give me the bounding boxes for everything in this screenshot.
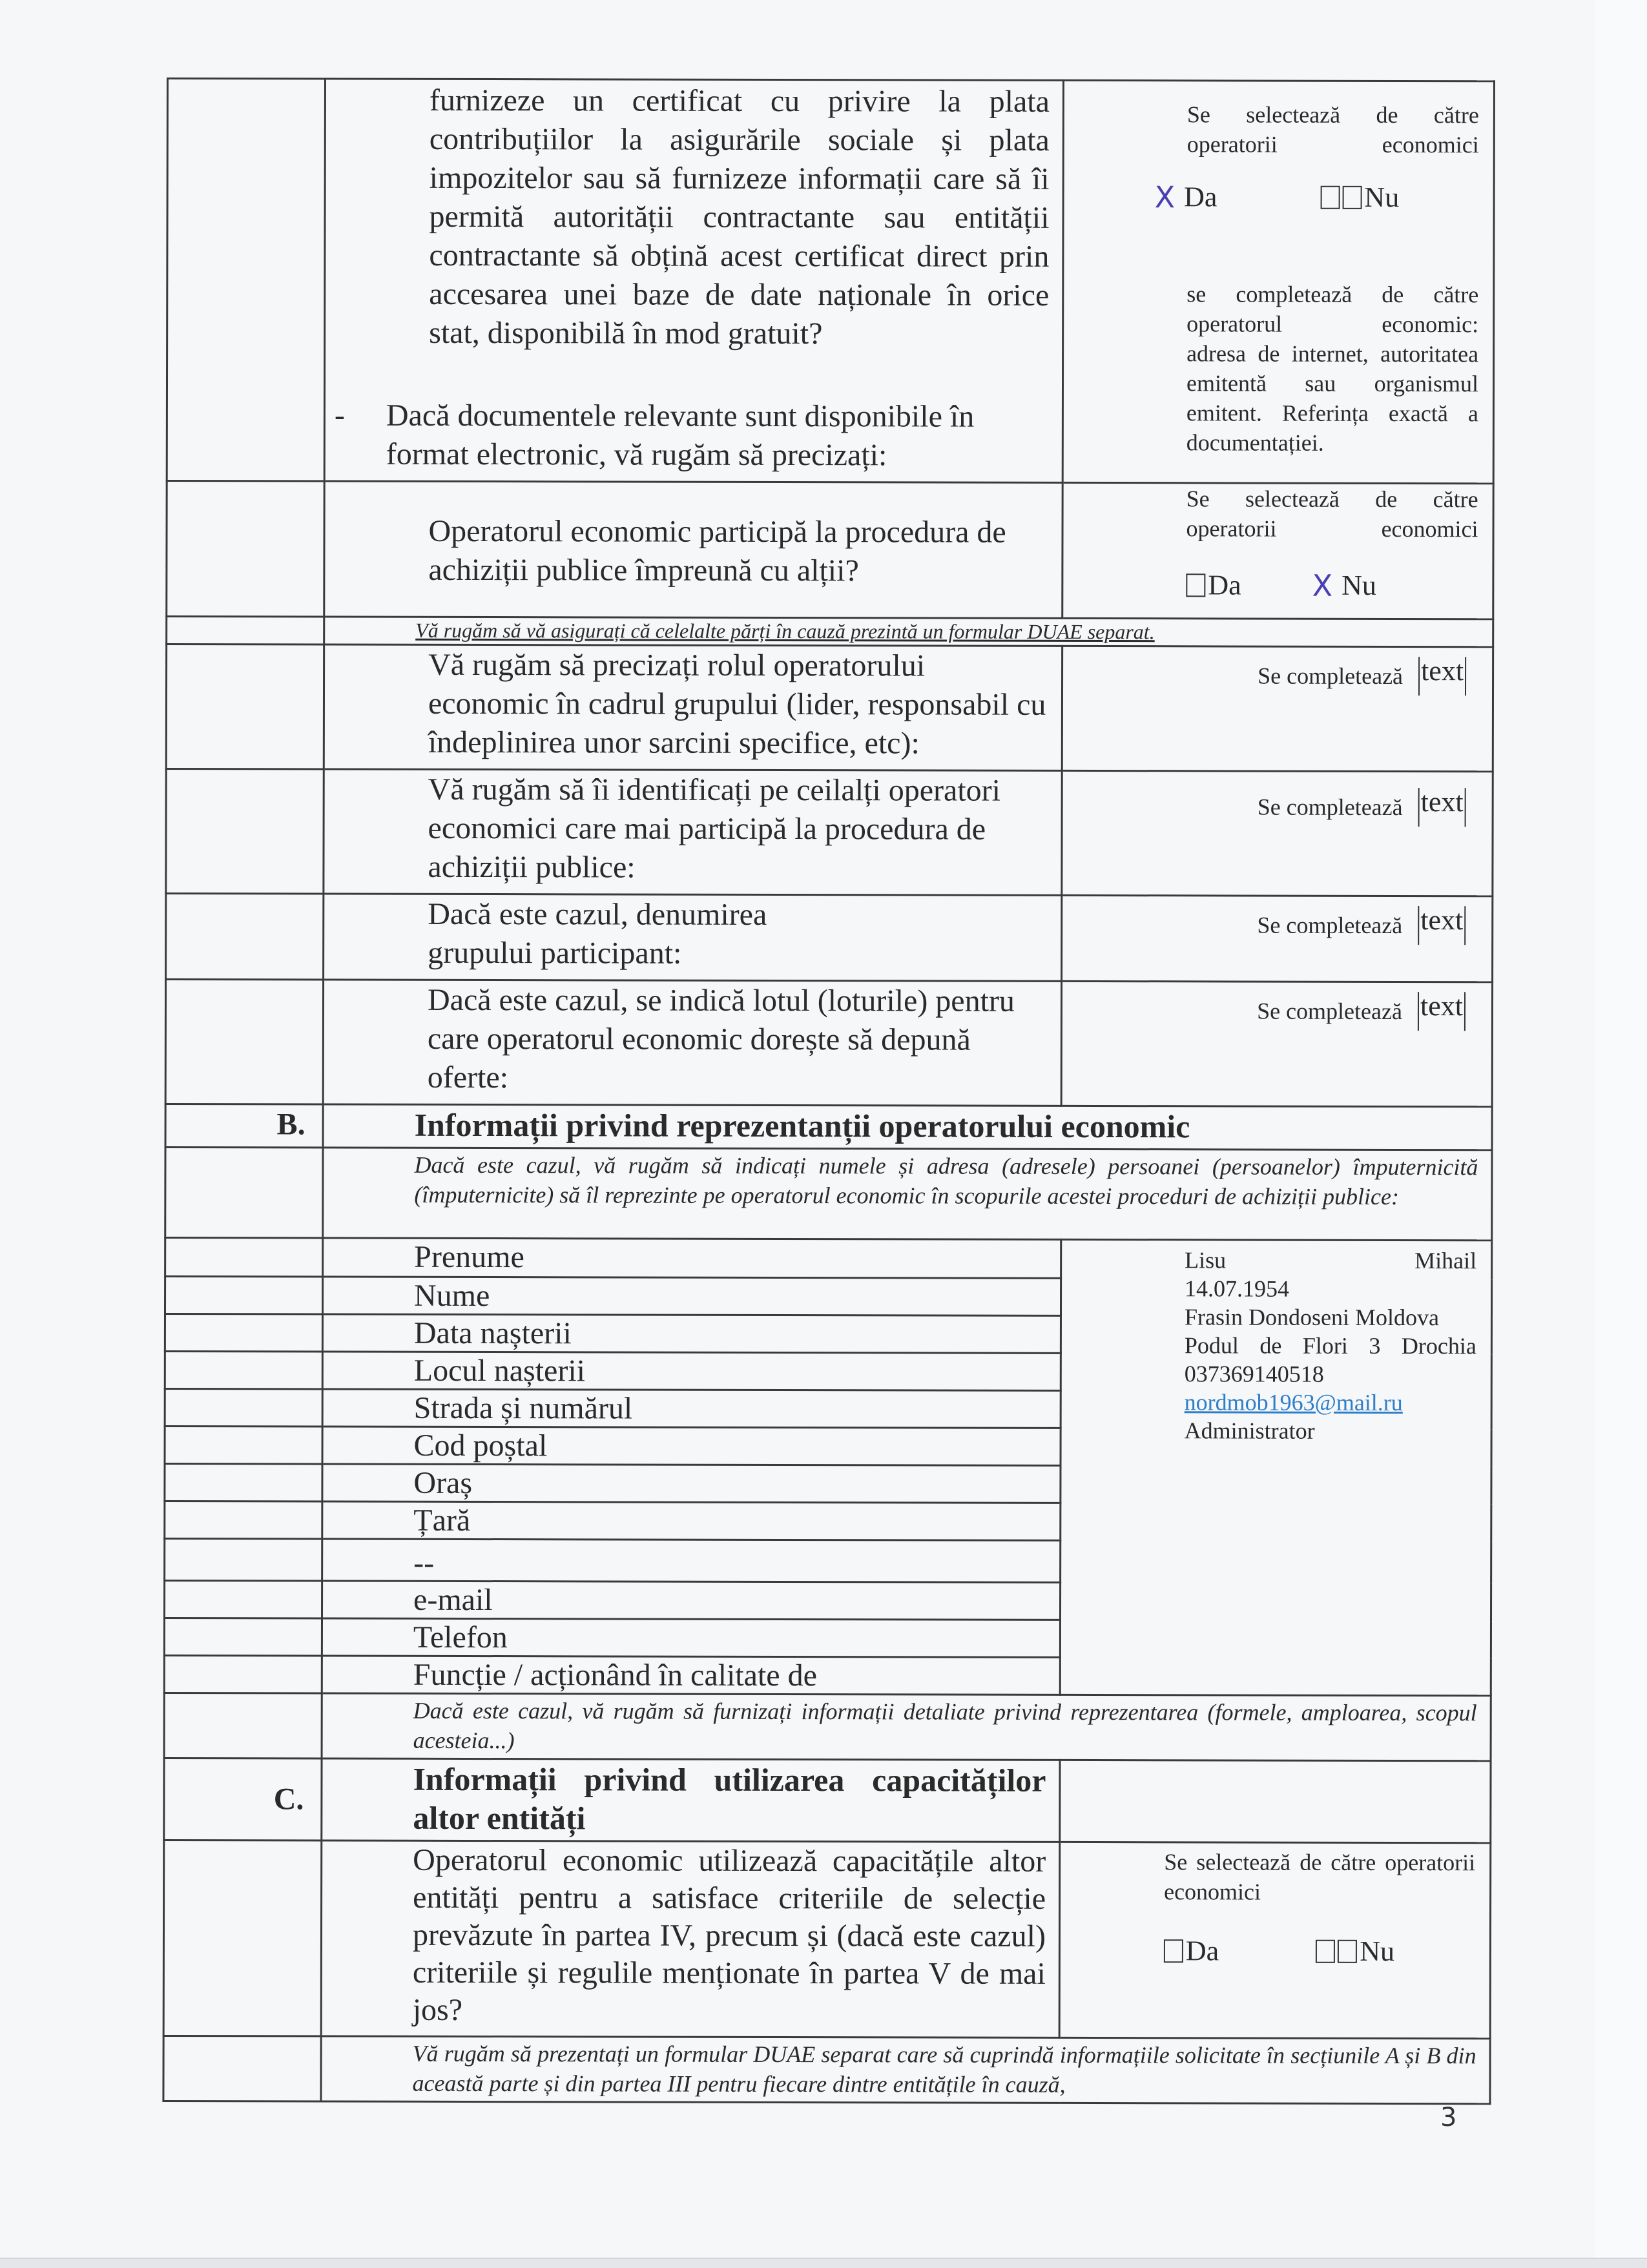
section-c-question: Operatorul economic utilizează capacitățile altor entități pentru a satisface criteriile de selecție prevăzute în partea IV, precum și (dacă este cazul) criteriile și regulile menționate în partea V de mai jos? (412, 1842, 1046, 2027)
field-label-locul-nasterii: Locul nașterii (413, 1353, 586, 1388)
section-b-header (165, 1104, 1492, 1149)
yes-no-choice[interactable] (1154, 180, 1479, 215)
email-link[interactable]: nordmob1963@mail.ru (1184, 1389, 1403, 1416)
electronic-docs-item (326, 393, 1062, 482)
option-da-label: Da (1185, 1935, 1219, 1967)
handwritten-x-mark-icon: X (1312, 568, 1333, 603)
yes-no-choice[interactable] (1164, 1936, 1475, 1966)
option-da[interactable] (1186, 570, 1241, 600)
representative-values (1062, 1241, 1491, 1445)
field-label-separator: -- (413, 1545, 435, 1580)
option-da-label: Da (1208, 569, 1241, 601)
row-certificate (167, 79, 1494, 484)
option-da-label: Da (1184, 181, 1217, 213)
other-operators-question: Vă rugăm să îi identificați pe ceilalți operatori economici care mai participă la procedura de achiziții publice: (428, 772, 1001, 885)
row-group-name (166, 894, 1493, 982)
birth-date-value: 14.07.1954 (1185, 1275, 1290, 1302)
section-b-letter: B. (276, 1107, 306, 1142)
section-c-note: Vă rugăm să prezentați un formular DUAE separat care să cuprindă informațiile solicitate în secțiunile A și B din această parte și din partea III pentru fiecare dintre entitățile în cauză, (412, 2040, 1476, 2098)
group-role-question: Vă rugăm să precizați rolul operatorului economic în cadrul grupului (lider, responsabil cu îndeplinirea unor sarcini specifice, etc): (428, 647, 1046, 761)
page-number: 3 (1440, 2103, 1457, 2132)
section-c-title: Informații privind utilizarea capacităților altor entități (413, 1760, 1046, 1837)
field-label-functie: Funcție / acționând în calitate de (413, 1657, 817, 1693)
phone-value: 037369140518 (1184, 1361, 1324, 1387)
option-nu[interactable] (1316, 1937, 1394, 1966)
checkbox-icon[interactable] (1320, 186, 1340, 209)
option-da[interactable] (1164, 1936, 1219, 1966)
select-hint: Se selectează de către operatorii economici (1164, 1849, 1476, 1905)
text-input[interactable]: text (1418, 992, 1466, 1031)
option-da[interactable] (1154, 180, 1217, 215)
electronic-docs-question: Dacă documentele relevante sunt disponibile în format electronic, vă rugăm să precizați: (386, 398, 975, 473)
field-label-data-nasterii: Data nașterii (413, 1315, 572, 1351)
option-nu-label: Nu (1360, 1935, 1395, 1967)
section-c-header (164, 1758, 1491, 1842)
duae-form-table (162, 77, 1495, 2105)
field-hint: Se completează (1257, 794, 1403, 821)
checkbox-icon[interactable] (1342, 186, 1362, 209)
street-value: Podul de Flori 3 Drochia (1184, 1332, 1476, 1359)
select-hint: Se selectează de către operatorii economici (1186, 486, 1478, 542)
section-b-intro: Dacă este cazul, vă rugăm să indicați numele și adresa (adresele) persoanei (persoanelor) împuternicită (împuternicite) să îl reprezinte pe operatorul economic în scopurile acestei proceduri de achiziții publice: (414, 1151, 1478, 1210)
full-name (1185, 1246, 1476, 1275)
birth-place-value: Frasin Dondoseni Moldova (1184, 1304, 1440, 1331)
option-nu[interactable] (1312, 568, 1377, 603)
checkbox-icon[interactable] (1164, 1939, 1183, 1963)
section-b-footer-row (164, 1693, 1491, 1760)
checkbox-icon[interactable] (1338, 1940, 1357, 1963)
text-input[interactable]: text (1418, 906, 1466, 945)
lots-field[interactable] (1062, 982, 1491, 1031)
field-label-prenume: Prenume (414, 1239, 524, 1275)
section-c-question-row (163, 1840, 1491, 2038)
section-b-intro-row (165, 1147, 1492, 1240)
field-hint: Se completează (1258, 663, 1404, 690)
yes-no-choice[interactable] (1186, 570, 1478, 601)
separate-form-note: Vă rugăm să vă asigurați că celelalte părți în cauză prezintă un formular DUAE separat. (415, 618, 1155, 644)
handwritten-x-mark-icon: X (1154, 180, 1176, 215)
complete-hint: se completează de către operatorul economic: (1186, 281, 1479, 338)
field-label-tara: Țară (413, 1503, 471, 1538)
representation-details-note: Dacă este cazul, vă rugăm să furnizați informații detaliate privind reprezentarea (formele, amploarea, scopul acesteia...) (413, 1697, 1477, 1754)
field-hint: Se completează (1257, 912, 1403, 939)
field-label-email: e-mail (413, 1582, 493, 1618)
checkbox-icon[interactable] (1186, 573, 1205, 597)
group-name-question: Dacă este cazul, denumirea grupului participant: (428, 896, 767, 971)
lots-question: Dacă este cazul, se indică lotul (loturile) pentru care operatorul economic dorește să depună oferte: (427, 982, 1015, 1095)
section-c-note-row (163, 2036, 1490, 2103)
option-nu-label: Nu (1364, 181, 1400, 213)
section-b-title: Informații privind reprezentanții operatorului economic (414, 1106, 1190, 1145)
other-operators-field[interactable] (1063, 772, 1492, 827)
checkbox-icon[interactable] (1316, 1940, 1335, 1963)
surname-value: Lisu (1185, 1247, 1227, 1273)
option-nu[interactable] (1320, 183, 1399, 212)
field-hint: Se completează (1257, 998, 1403, 1025)
group-name-field[interactable] (1062, 896, 1491, 945)
field-label-telefon: Telefon (413, 1620, 508, 1655)
row-other-operators (166, 769, 1493, 896)
option-nu-label: Nu (1341, 569, 1377, 601)
text-input[interactable]: text (1418, 788, 1466, 827)
function-value: Administrator (1184, 1418, 1315, 1444)
field-label-cod-postal: Cod poștal (413, 1428, 548, 1463)
scan-margin (1595, 0, 1647, 2258)
section-c-letter: C. (273, 1782, 304, 1817)
row-lots (165, 980, 1492, 1107)
select-hint: Se selectează de către operatorii economici (1186, 101, 1479, 158)
certificate-question: furnizeze un certificat cu privire la plata contribuțiilor la asigurările sociale și plata impozitelor sau să furnizeze informații care să îi permită autorității contractante sau entității contractante să obțină acest certificat direct prin accesarea unei baze de date naționale în orice stat, disponibilă în mod gratuit? (429, 83, 1050, 351)
bullet-dash: - (334, 398, 345, 433)
first-name-value: Mihail (1414, 1248, 1477, 1274)
group-role-field[interactable] (1063, 647, 1492, 696)
row-separate-form-note (167, 617, 1493, 647)
rep-field-row (165, 1237, 1492, 1279)
field-label-strada: Strada și numărul (413, 1390, 633, 1426)
row-joint-participation (167, 481, 1493, 619)
reference-hint: adresa de internet, autoritatea emitentă sau organismul emitent. Referința exactă a documentației. (1186, 340, 1479, 456)
field-label-oras: Oraș (413, 1465, 473, 1500)
field-label-nume: Nume (413, 1278, 490, 1314)
section-cell-empty (167, 79, 325, 482)
joint-question: Operatorul economic participă la procedura de achiziții publice împreună cu alții? (428, 513, 1006, 588)
text-input[interactable]: text (1418, 657, 1466, 696)
row-group-role (166, 644, 1493, 772)
